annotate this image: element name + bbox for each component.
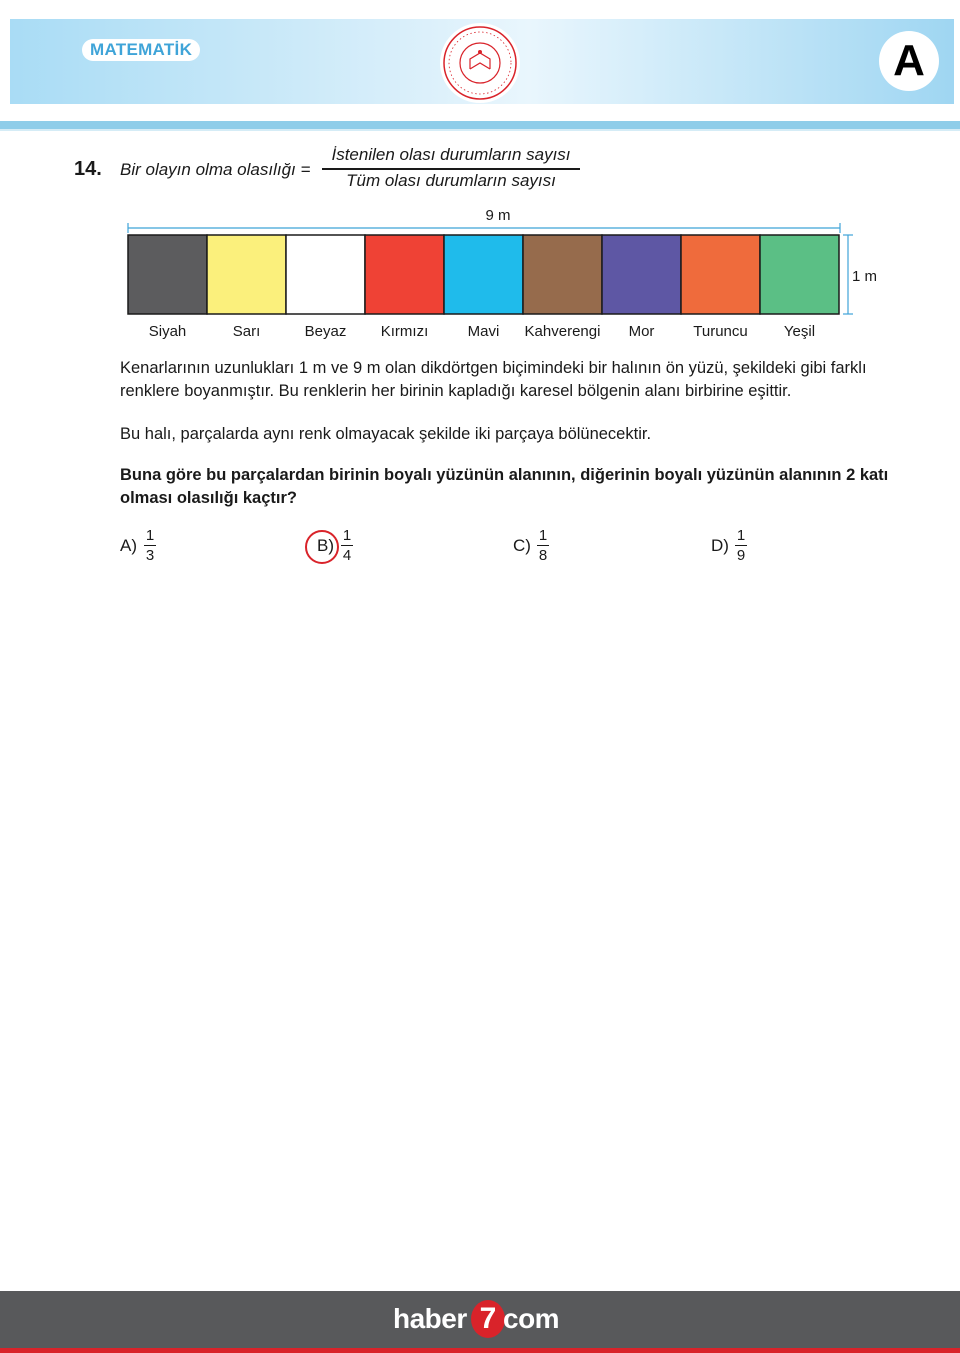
- choice-c-letter: C): [513, 536, 531, 555]
- haber7-logo[interactable]: [393, 1299, 573, 1341]
- question-paragraph-2: Bu halı, parçalarda aynı renk olmayacak şekilde iki parçaya bölünecektir.: [120, 425, 652, 443]
- choice-d-fraction-bar: [735, 545, 747, 546]
- carpet-square-1: [128, 235, 207, 314]
- choice-b-denominator: 4: [342, 547, 352, 564]
- color-label-1: Siyah: [148, 323, 187, 340]
- carpet-square-3: [286, 235, 365, 314]
- choice-c-denominator: 8: [538, 547, 548, 564]
- logo-text-left: haber: [393, 1303, 467, 1334]
- formula-denominator: Tüm olası durumların sayısı: [346, 171, 556, 190]
- formula-fraction-bar: [322, 168, 580, 170]
- footer-accent-line: [0, 1348, 960, 1353]
- color-label-7: Mor: [628, 323, 655, 340]
- choice-d-denominator: 9: [736, 547, 746, 564]
- choice-b-fraction-bar: [341, 545, 353, 546]
- booklet-letter: A: [879, 31, 939, 91]
- choice-d-fraction: [735, 527, 747, 564]
- carpet-square-6: [523, 235, 602, 314]
- choice-a-fraction: [144, 527, 156, 564]
- color-label-5: Mavi: [467, 323, 500, 340]
- choice-b-numerator: 1: [342, 527, 352, 544]
- header-divider-light: [0, 129, 960, 131]
- choice-a-fraction-bar: [144, 545, 156, 546]
- height-label: 1 m: [852, 268, 878, 285]
- carpet-square-9: [760, 235, 839, 314]
- carpet-square-8: [681, 235, 760, 314]
- choice-d-letter: D): [711, 536, 729, 555]
- choice-d-numerator: 1: [736, 527, 746, 544]
- choice-c-numerator: 1: [538, 527, 548, 544]
- carpet-square-2: [207, 235, 286, 314]
- logo-number: 7: [471, 1300, 505, 1338]
- formula-numerator: İstenilen olası durumların sayısı: [331, 145, 571, 164]
- choice-a-denominator: 3: [145, 547, 155, 564]
- choice-c-fraction: [537, 527, 549, 564]
- choice-a-letter: A): [120, 536, 137, 555]
- choice-b-letter: B): [317, 536, 334, 555]
- color-label-4: Kırmızı: [380, 323, 429, 340]
- carpet-square-4: [365, 235, 444, 314]
- width-label: 9 m: [485, 207, 511, 224]
- carpet-square-5: [444, 235, 523, 314]
- question-paragraph-1: Kenarlarının uzunlukları 1 m ve 9 m olan dikdörtgen biçimindeki bir halının ön yüzü, şekildeki gibi farklı renklere boyanmıştır. Bu renklerin her birinin kapladığı karesel bölgenin alanı birbirine eşittir.: [120, 359, 867, 400]
- formula-lead: Bir olayın olma olasılığı =: [120, 160, 311, 179]
- carpet-figure: [118, 200, 898, 355]
- choice-c-fraction-bar: [537, 545, 549, 546]
- choice-a-numerator: 1: [145, 527, 155, 544]
- question-number: 14.: [74, 158, 102, 180]
- carpet-square-7: [602, 235, 681, 314]
- color-label-3: Beyaz: [304, 323, 347, 340]
- header-divider: [0, 121, 960, 129]
- logo-text-right: com: [503, 1303, 560, 1334]
- subject-label: MATEMATİK: [82, 39, 200, 61]
- color-label-6: Kahverengi: [524, 323, 601, 340]
- question-stem: Buna göre bu parçalardan birinin boyalı yüzünün alanının, diğerinin boyalı yüzünün alanının 2 katı olması olasılığı kaçtır?: [120, 466, 889, 507]
- ministry-seal-icon: [440, 23, 520, 103]
- color-label-9: Yeşil: [783, 323, 816, 340]
- color-label-8: Turuncu: [693, 323, 748, 340]
- color-label-2: Sarı: [232, 323, 261, 340]
- choice-b-fraction: [341, 527, 353, 564]
